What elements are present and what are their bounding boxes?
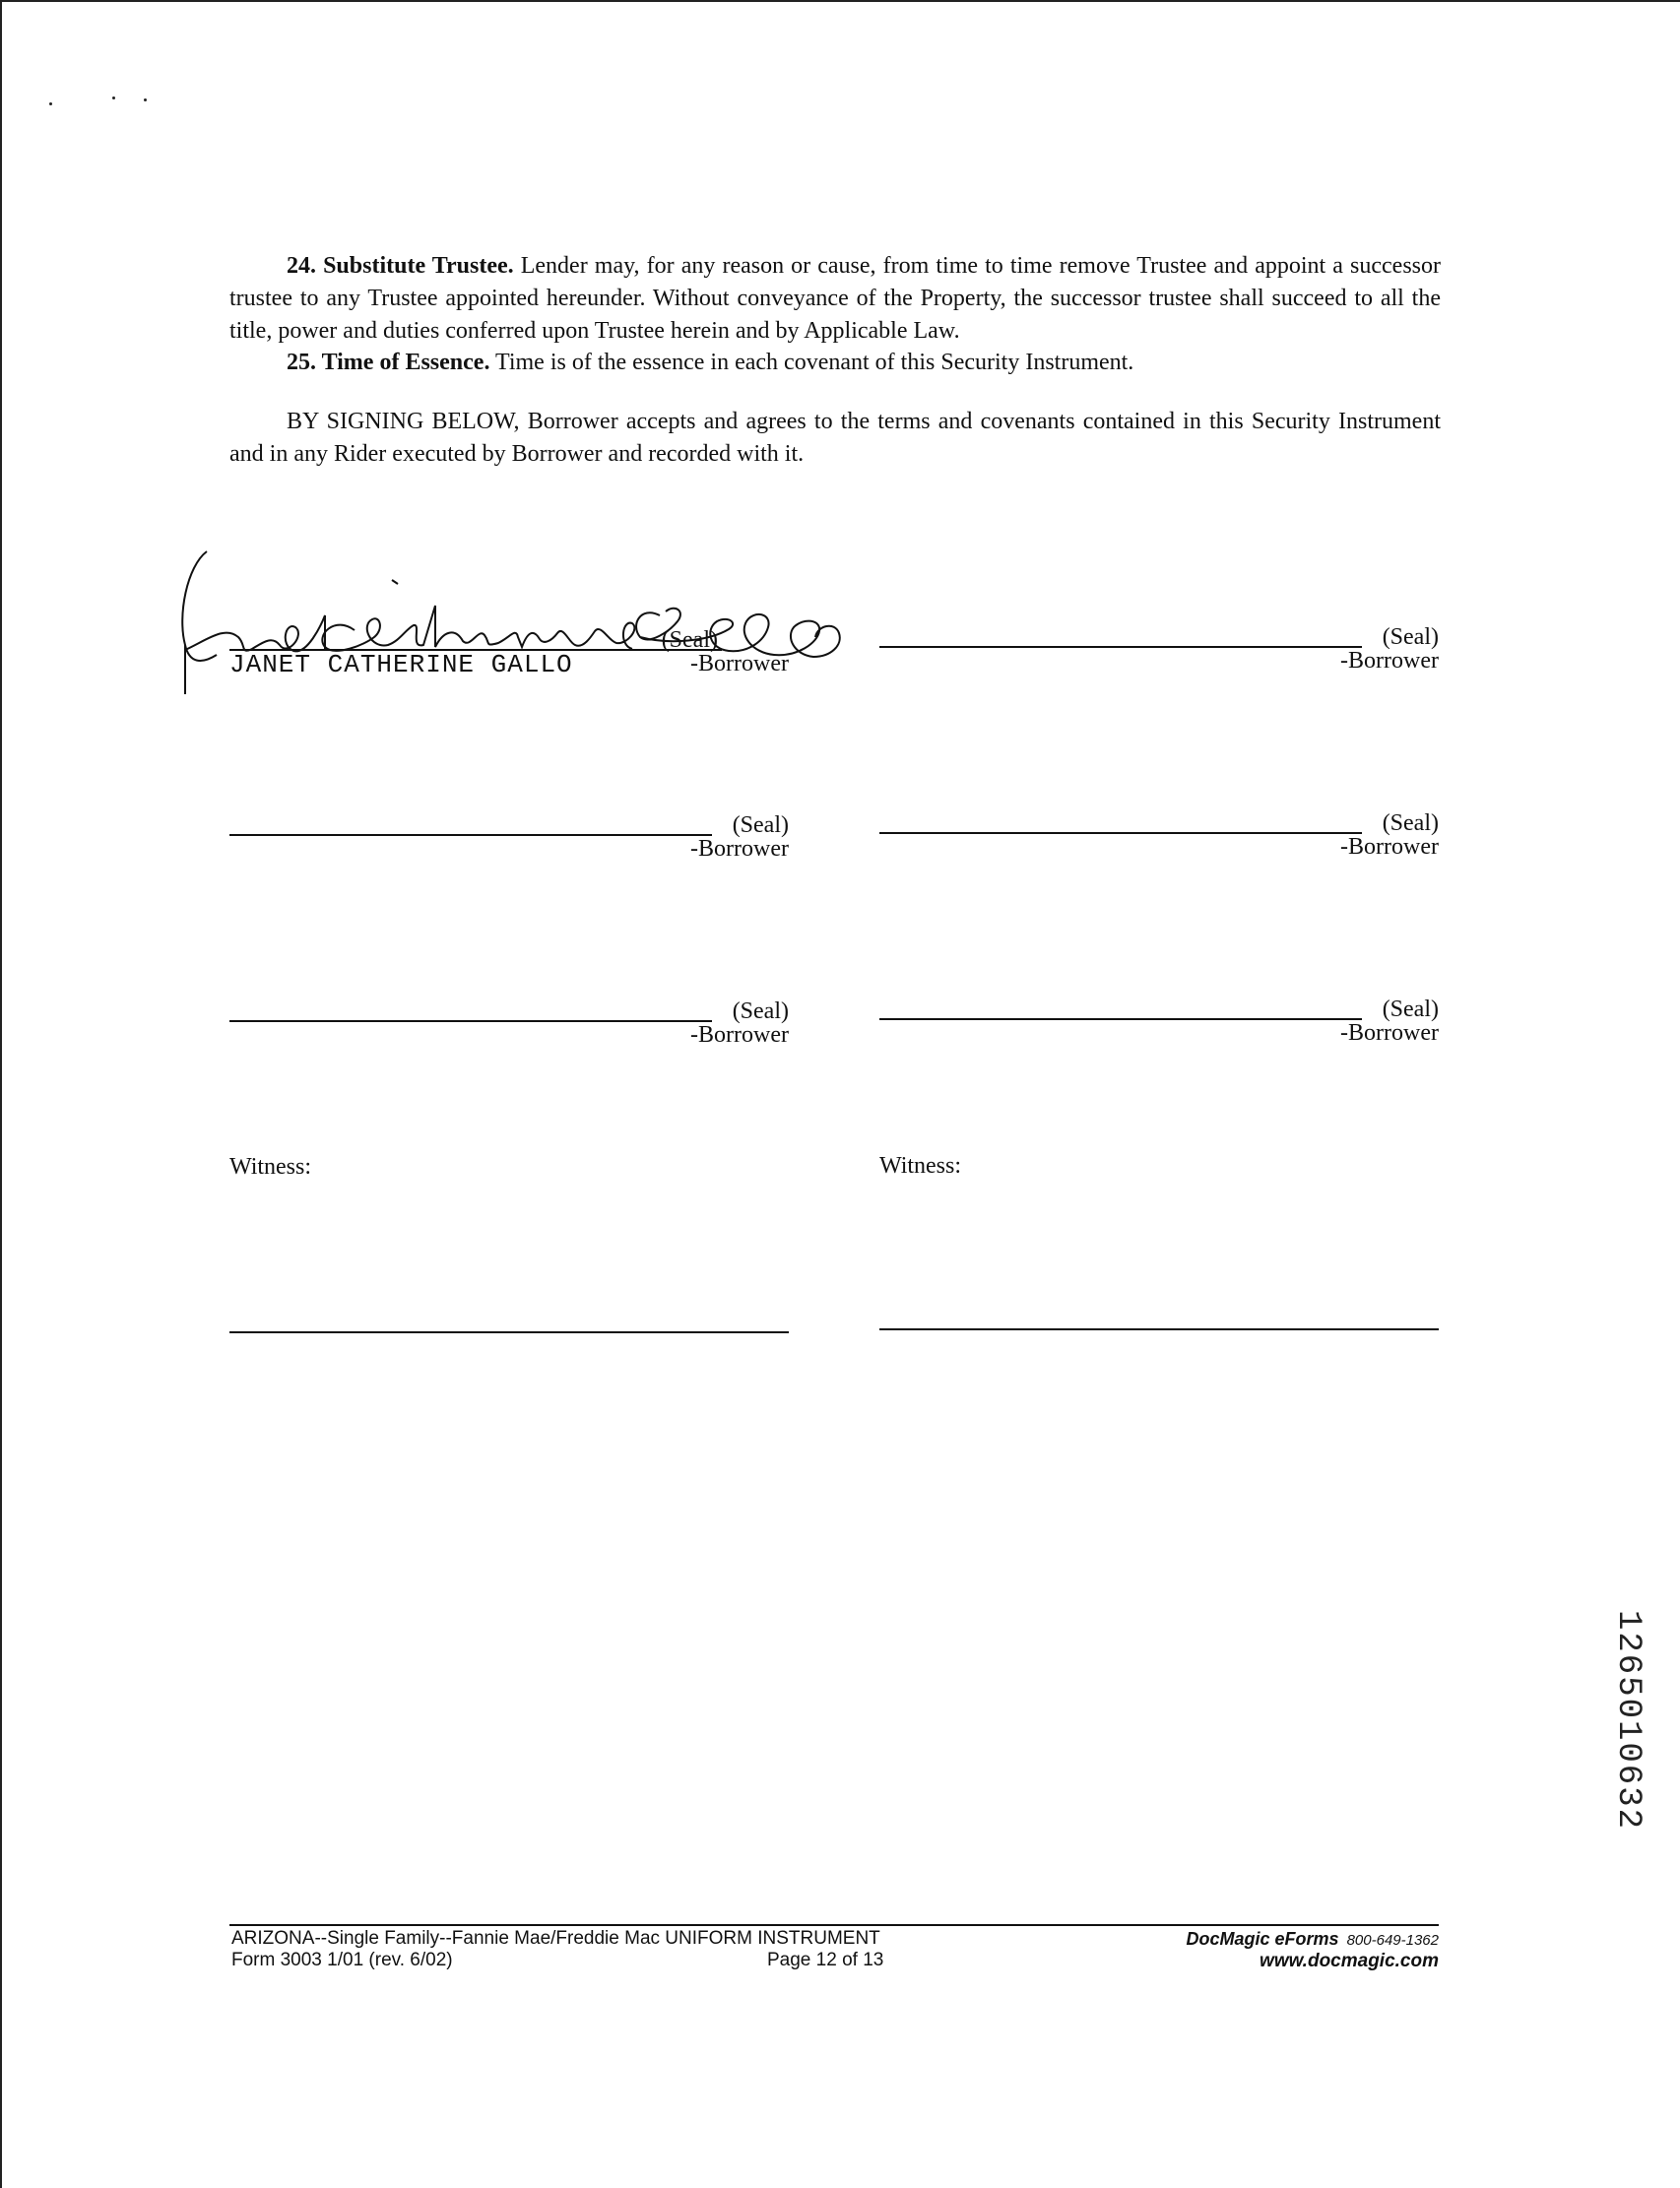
borrower-label: -Borrower xyxy=(690,836,789,862)
signing-statement: BY SIGNING BELOW, Borrower accepts and agrees to the terms and covenants contained in this Security Instrument and in any Rider executed by Borrower and recorded with it. xyxy=(229,409,1441,467)
signer-typed-name: JANET CATHERINE GALLO xyxy=(229,650,573,679)
handwritten-signature xyxy=(177,547,847,719)
scan-specks xyxy=(47,95,165,114)
borrower-signature-block-5 xyxy=(229,998,789,1079)
stamp-text: 1265010632 xyxy=(1609,1609,1648,1832)
seal-label: (Seal) xyxy=(1382,997,1439,1022)
signature-line xyxy=(879,646,1362,648)
witness-label-left: Witness: xyxy=(229,1154,312,1180)
witness-line-left xyxy=(229,1331,789,1333)
form-number: Form 3003 1/01 (rev. 6/02) xyxy=(231,1950,453,1970)
signature-line xyxy=(879,832,1362,834)
paragraph-24 xyxy=(229,250,1441,348)
form-title: ARIZONA--Single Family--Fannie Mae/Freddie Mac UNIFORM INSTRUMENT xyxy=(231,1928,880,1949)
brand-name: DocMagic eForms xyxy=(1186,1929,1339,1949)
witness-label-right: Witness: xyxy=(879,1153,962,1179)
brand-phone: 800-649-1362 xyxy=(1346,1932,1439,1949)
paragraph-25-heading: 25. Time of Essence. xyxy=(287,350,490,375)
borrower-label: -Borrower xyxy=(1340,834,1439,860)
footer-rule xyxy=(229,1924,1439,1926)
brand-url: www.docmagic.com xyxy=(1260,1951,1439,1971)
borrower-label: -Borrower xyxy=(1340,648,1439,674)
seal-label: (Seal) xyxy=(1382,810,1439,836)
borrower-label: -Borrower xyxy=(690,1022,789,1048)
borrower-signature-block-2 xyxy=(879,624,1439,705)
borrower-label: -Borrower xyxy=(1340,1020,1439,1046)
paragraph-24-text: Lender may, for any reason or cause, from time to time remove Trustee and appoint a successor trustee to any Trustee appointed hereunder. Without conveyance of the Property, the successor trustee shall succeed to all the title, power and duties conferred upon Trustee herein and by Applicable Law. xyxy=(229,253,1441,344)
paragraph-25-text: Time is of the essence in each covenant of this Security Instrument. xyxy=(495,350,1134,375)
scan-border-left xyxy=(0,0,2,2188)
seal-label: (Seal) xyxy=(661,627,718,653)
borrower-label: -Borrower xyxy=(690,651,789,676)
seal-label: (Seal) xyxy=(1382,624,1439,650)
form-footer xyxy=(229,1924,1439,1983)
seal-label: (Seal) xyxy=(732,812,789,838)
paragraph-25 xyxy=(229,347,1441,379)
borrower-signature-block-6 xyxy=(879,997,1439,1077)
signature-line xyxy=(229,1020,712,1022)
borrower-signature-block-4 xyxy=(879,810,1439,891)
recording-stamp-number xyxy=(1609,1587,1648,1853)
paragraph-24-heading: 24. Substitute Trustee. xyxy=(287,253,514,279)
signature-line xyxy=(879,1018,1362,1020)
seal-label: (Seal) xyxy=(732,998,789,1024)
scan-border-top xyxy=(0,0,1680,2)
brand xyxy=(1187,1929,1439,1950)
borrower-signature-block-3 xyxy=(229,812,789,893)
signature-line xyxy=(229,834,712,836)
witness-line-right xyxy=(879,1328,1439,1330)
page-number: Page 12 of 13 xyxy=(767,1950,884,1970)
